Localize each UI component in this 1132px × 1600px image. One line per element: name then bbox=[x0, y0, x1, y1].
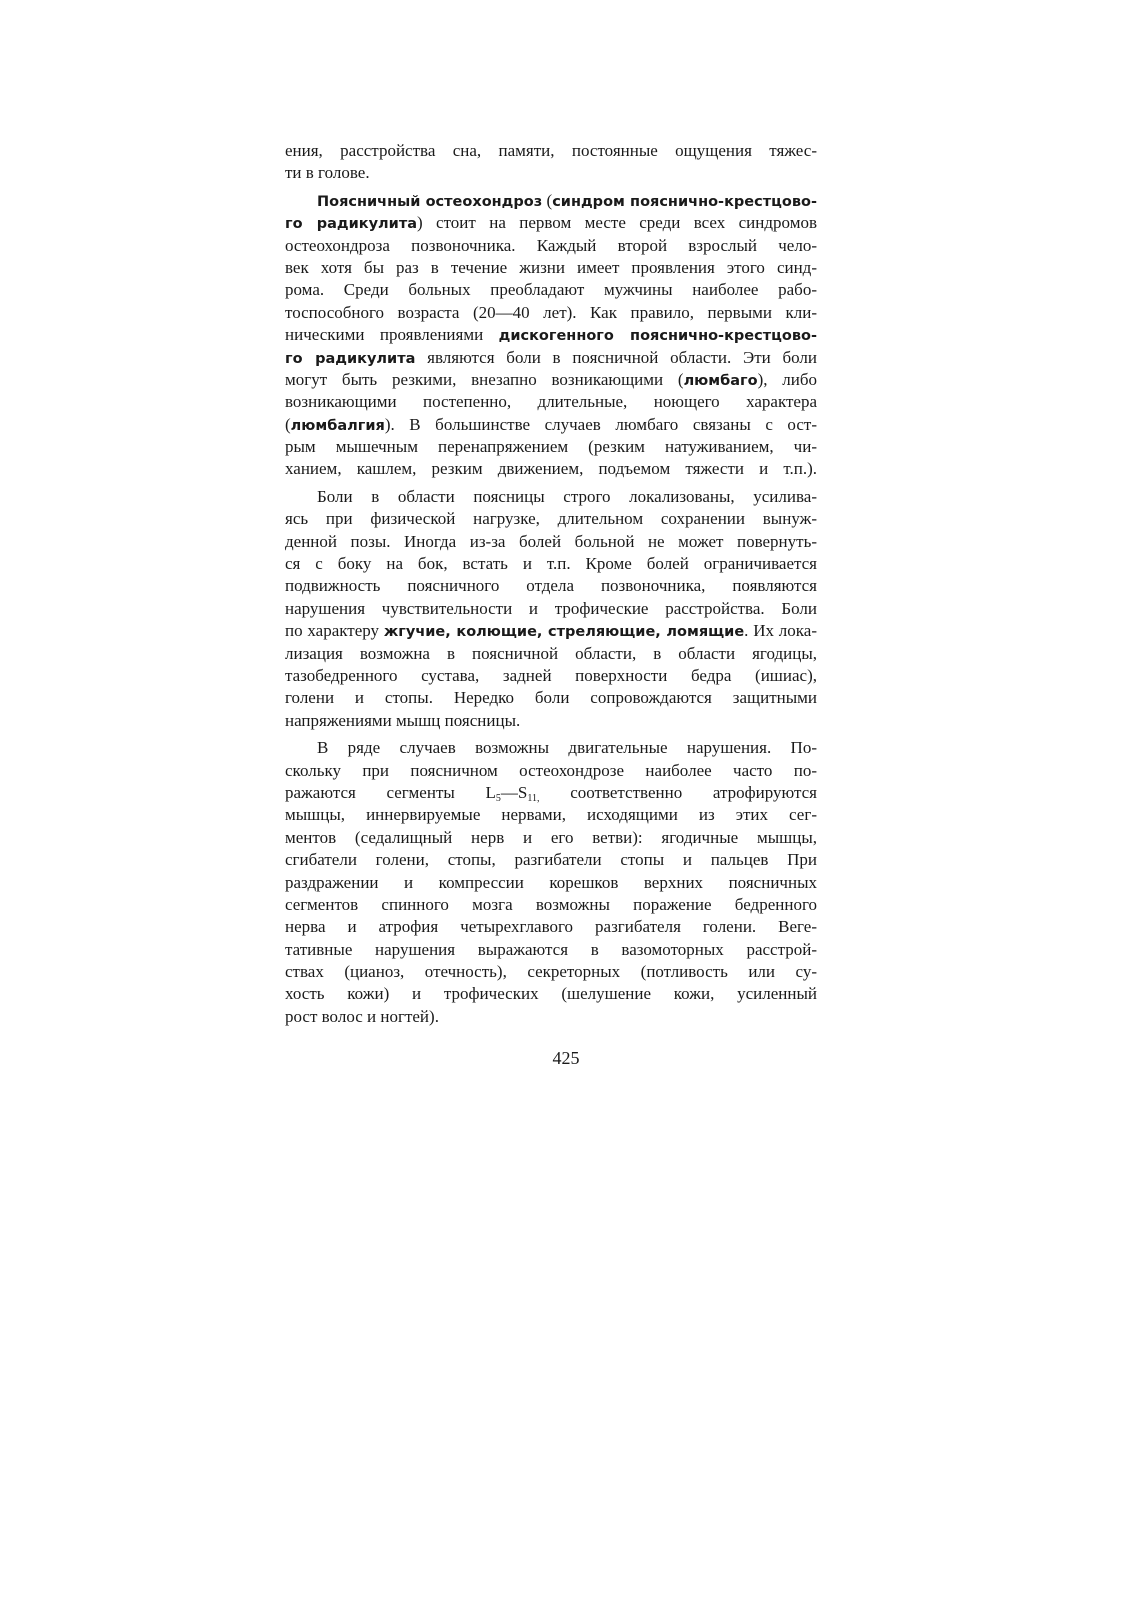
text-line: век хотя бы раз в течение жизни имеет проявления этого синд- bbox=[285, 257, 817, 277]
text-line: раздражении и компрессии корешков верхних поясничных bbox=[285, 872, 817, 892]
text-line: лизация возможна в поясничной области, в области ягодицы, bbox=[285, 643, 817, 663]
text-line: тазобедренного сустава, задней поверхности бедра (ишиас), bbox=[285, 665, 817, 685]
text-line: ментов (седалищный нерв и его ветви): ягодичные мышцы, bbox=[285, 827, 817, 847]
text-line: напряжениями мышц поясницы. bbox=[285, 710, 521, 730]
text-column bbox=[285, 140, 817, 1028]
text-line: нарушения чувствительности и трофические расстройства. Боли bbox=[285, 598, 817, 618]
text-line: рым мышечным перенапряжением (резким натуживанием, чи- bbox=[285, 437, 817, 457]
text-line: мышцы, иннервируемые нервами, исходящими из этих сег- bbox=[285, 805, 817, 825]
text-line bbox=[285, 414, 817, 436]
text-fragment: . Их лока- bbox=[744, 621, 817, 641]
text-line: подвижность поясничного отдела позвоночника, появляются bbox=[285, 576, 817, 596]
text-line bbox=[285, 190, 817, 212]
text-line: сгибатели голени, стопы, разгибатели стопы и пальцев При bbox=[285, 850, 817, 870]
paragraph-lumbar-osteochondrosis bbox=[285, 190, 817, 481]
text-fragment: ) стоит на первом месте среди всех синдромов bbox=[417, 213, 817, 233]
text-line: сегментов спинного мозга возможны поражение бедренного bbox=[285, 894, 817, 914]
bold-term: дискогенного пояснично-крестцово- bbox=[498, 328, 817, 345]
text-line: тоспособного возраста (20—40 лет). Как правило, первыми кли- bbox=[285, 302, 817, 322]
bold-term: жгучие, колющие, стреляющие, ломящие bbox=[383, 624, 745, 641]
text-line: ся с боку на бок, встать и т.п. Кроме болей ограничивается bbox=[285, 554, 817, 574]
paragraph-continuation bbox=[285, 140, 817, 185]
text-fragment: ), либо bbox=[757, 369, 817, 389]
text-fragment: ническими проявлениями bbox=[285, 325, 499, 345]
bold-term: Поясничный остеохондроз bbox=[317, 193, 543, 210]
paragraph-motor-disorders bbox=[285, 737, 817, 1028]
text-line: остеохондроза позвоночника. Каждый второй взрослый чело- bbox=[285, 235, 817, 255]
text-line bbox=[285, 212, 817, 234]
paragraph-pain-description bbox=[285, 486, 817, 732]
bold-term: люмбалгия bbox=[290, 417, 385, 434]
bold-term: синдром пояснично-крестцово- bbox=[552, 193, 817, 210]
text-line bbox=[285, 620, 817, 642]
text-fragment: по характеру bbox=[285, 621, 384, 641]
bold-term: го радикулита bbox=[285, 350, 416, 367]
text-line: рома. Среди больных преобладают мужчины наиболее рабо- bbox=[285, 280, 817, 300]
text-line: ти в голове. bbox=[285, 163, 370, 183]
text-line: тативные нарушения выражаются в вазомоторных расстрой- bbox=[285, 939, 817, 959]
subscript: 11, bbox=[527, 792, 540, 804]
text-line bbox=[285, 324, 817, 346]
text-line bbox=[285, 369, 817, 391]
text-line: денной позы. Иногда из-за болей больной не может повернуть- bbox=[285, 531, 817, 551]
text-fragment: ). В большинстве случаев люмбаго связаны с ост- bbox=[384, 414, 817, 434]
text-line: голени и стопы. Нередко боли сопровождаются защитными bbox=[285, 688, 817, 708]
text-line: нерва и атрофия четырехглавого разгибателя голени. Веге- bbox=[285, 917, 817, 937]
text-line: ения, расстройства сна, памяти, постоянные ощущения тяжес- bbox=[285, 141, 817, 160]
text-fragment: являются боли в поясничной области. Эти боли bbox=[415, 347, 817, 367]
text-line: В ряде случаев возможны двигательные нарушения. По- bbox=[317, 738, 817, 758]
text-fragment: могут быть резкими, внезапно возникающими ( bbox=[285, 369, 684, 389]
text-fragment: ражаются сегменты L bbox=[285, 782, 496, 802]
page-number: 425 bbox=[552, 1048, 580, 1068]
text-fragment: ( bbox=[542, 190, 553, 210]
text-line bbox=[285, 782, 817, 804]
text-line: скольку при поясничном остеохондрозе наиболее часто по- bbox=[285, 760, 817, 780]
text-line: хость кожи) и трофических (шелушение кожи, усиленный bbox=[285, 984, 817, 1004]
text-line: ханием, кашлем, резким движением, подъемом тяжести и т.п.). bbox=[285, 459, 817, 479]
subscript: 5 bbox=[495, 792, 501, 804]
text-line: Боли в области поясницы строго локализованы, усилива- bbox=[317, 486, 817, 506]
text-fragment: ( bbox=[285, 414, 291, 434]
text-line bbox=[285, 347, 817, 369]
text-fragment: соответственно атрофируются bbox=[539, 782, 817, 802]
text-line: ствах (цианоз, отечность), секреторных (потливость или су- bbox=[285, 962, 817, 982]
text-line: рост волос и ногтей). bbox=[285, 1006, 439, 1026]
text-line: ясь при физической нагрузке, длительном сохранении вынуж- bbox=[285, 509, 817, 529]
text-line: возникающими постепенно, длительные, ноющего характера bbox=[285, 392, 817, 412]
bold-term: люмбаго bbox=[683, 372, 758, 389]
bold-term: го радикулита bbox=[285, 216, 418, 233]
text-fragment: —S bbox=[500, 782, 528, 802]
